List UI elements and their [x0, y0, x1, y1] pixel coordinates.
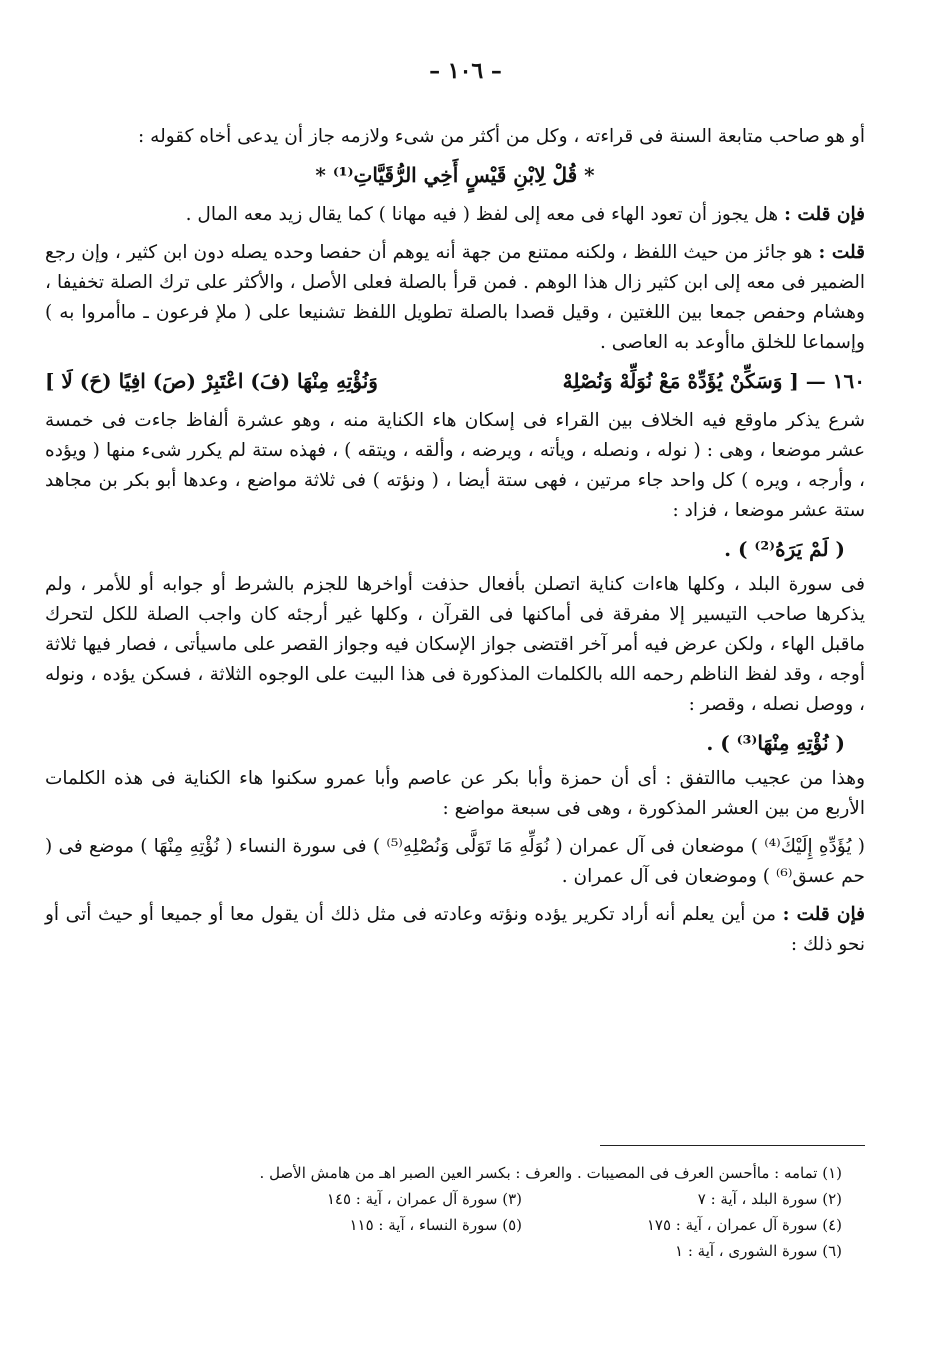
poem-hemistich-left: وَنُؤْتِهِ مِنْهَا (فَ) اعْتَبِرْ (صَ) افِيًا (حَ) لَا ] [45, 369, 378, 393]
footnote-5: (٥) سورة النساء ، آية : ١١٥ [349, 1216, 522, 1234]
footnote-divider [600, 1145, 865, 1146]
paragraph-5: فى سورة البلد ، وكلها هاءات كناية اتصلن بأفعال حذفت أواخرها للجزم بالشرط أو جوابه أو للأمر ، ولم يذكرها صاحب التيسير إلا مفرقة فى أماكنها فى القرآن ، وكلها غير أرجئه كان واجب الصلة للكل لتحرك ماقبل الهاء ، ولكن عرض فيه أمر آخر اقتضى جواز الإسكان فيه وجواز القصر على ماسيأتى ، فصار فيها ثلاثة أوجه ، وقد لفظ الناظم رحمه الله بالكلمات المذكورة فى هذا البيت على الوجوه الثلاثة ، فسكن يؤده ، ونوله ، ووصل نصله ، وقصر : [45, 574, 865, 715]
paragraph-7: ( يُؤَدِّهِ إِلَيْكَ⁽⁴⁾ ) موضعان فى آل عمران ( نُوَلِّهِ مَا تَوَلَّى وَنُصْلِهِ⁽⁵⁾ ) فى سورة النساء ( نُؤْتِهِ مِنْهَا ) موضع فى ( حم عسق⁽⁶⁾ ) وموضعان فى آل عمران . [45, 836, 865, 887]
question-text-2: من أين يعلم أنه أراد تكرير يؤده ونؤته وعادته فى مثل ذلك أن يقول معا أو جميعا أو حيث أتى أو نحو ذلك : [45, 904, 865, 955]
quran-ref-2: ( نُؤْتِهِ مِنْهَا⁽³⁾ ) . [706, 731, 845, 755]
footnote-4: (٤) سورة آل عمران ، آية : ١٧٥ [646, 1216, 842, 1234]
answer-text: هو جائز من حيث اللفظ ، ولكنه ممتنع من جهة أنه يوهم أن حفصا وحده يصله دون ابن كثير ، وإن رجع الضمير فى معه إلى ابن كثير زال هذا الوهم . فمن قرأ بالصلة فعلى الأصل ، والأكثر على ترك الصلة تخفيفا ، وهشام وحفص جمعا بين اللغتين ، وقيل قصدا بالصلة تطويل اللفظ تشنيعا على ( ملإ فرعون ـ ماأمروا به ) وإسماعا للخلق ماأوعد به العاصى . [45, 242, 865, 353]
paragraph-3 [45, 238, 865, 358]
question-lead: فإن قلت : [784, 204, 865, 225]
footnote-row [200, 1186, 842, 1212]
footnote-2: (٢) سورة البلد ، آية : ٧ [697, 1190, 842, 1208]
verse-quote: * قُلْ لِابْنِ قَيْسٍ أَخِي الرُّقَيَّاتِ⁽¹⁾ * [315, 163, 595, 187]
answer-lead: قلت : [818, 242, 866, 263]
poem-hemistich-right: ١٦٠ — [ وَسَكِّنْ يُؤَدِّهْ مَعْ نُوَلِّهْ وَنُصْلِهْ [562, 369, 865, 393]
paragraph-4: شرع يذكر ماوقع فيه الخلاف بين القراء فى إسكان هاء الكناية منه ، وهو عشرة ألفاظ جاءت فى خمسة عشر موضعا ، وهى : ( نوله ، ونصله ، ويأته ، ويرضه ، وألقه ، ويتقه ) ، فهذه ستة لم يكرر شىء منها ( ويؤده ، وأرجه ، ويره ) كل واحد جاء مرتين ، فهى ستة أيضا ، ( ونؤته ) فى ثلاثة مواضع ، وعدها أبو بكر بن مجاهد ستة عشر موضعا ، فزاد : [45, 410, 866, 521]
question-lead-2: فإن قلت : [782, 904, 865, 925]
paragraph-8 [45, 900, 865, 960]
page-number: – ١٠٦ – [429, 58, 502, 84]
footnote-row [200, 1212, 842, 1238]
paragraph-6: وهذا من عجيب ماالتفق : أى أن حمزة وأبا بكر عن عاصم وأبا عمرو سكنوا هاء الكناية فى هذه الكلمات الأربع من بين العشر المذكورة ، وهى فى سبعة مواضع : [45, 768, 865, 819]
question-text: هل يجوز أن تعود الهاء فى معه إلى لفظ ( فيه مهانا ) كما يقال زيد معه المال . [185, 204, 779, 225]
paragraph-2 [45, 200, 865, 230]
poem-line-160 [45, 366, 865, 396]
footnotes [200, 1160, 842, 1264]
main-text [45, 122, 865, 968]
footnote-row [200, 1238, 842, 1264]
paragraph-1: أو هو صاحب متابعة السنة فى قراءته ، وكل من أكثر من شىء ولازمه جاز أن يدعى أخاه كقوله : [138, 126, 865, 147]
footnote-3: (٣) سورة آل عمران ، آية : ١٤٥ [326, 1190, 522, 1208]
footnote-6: (٦) سورة الشورى ، آية : ١ [675, 1242, 842, 1260]
quran-ref-1: ( لَمْ يَرَهُ⁽²⁾ ) . [724, 537, 845, 561]
footnote-1: (١) تمامه : ماأحسن العرف فى المصيبات . والعرف : بكسر العين الصبر اهـ من هامش الأصل . [259, 1164, 842, 1182]
